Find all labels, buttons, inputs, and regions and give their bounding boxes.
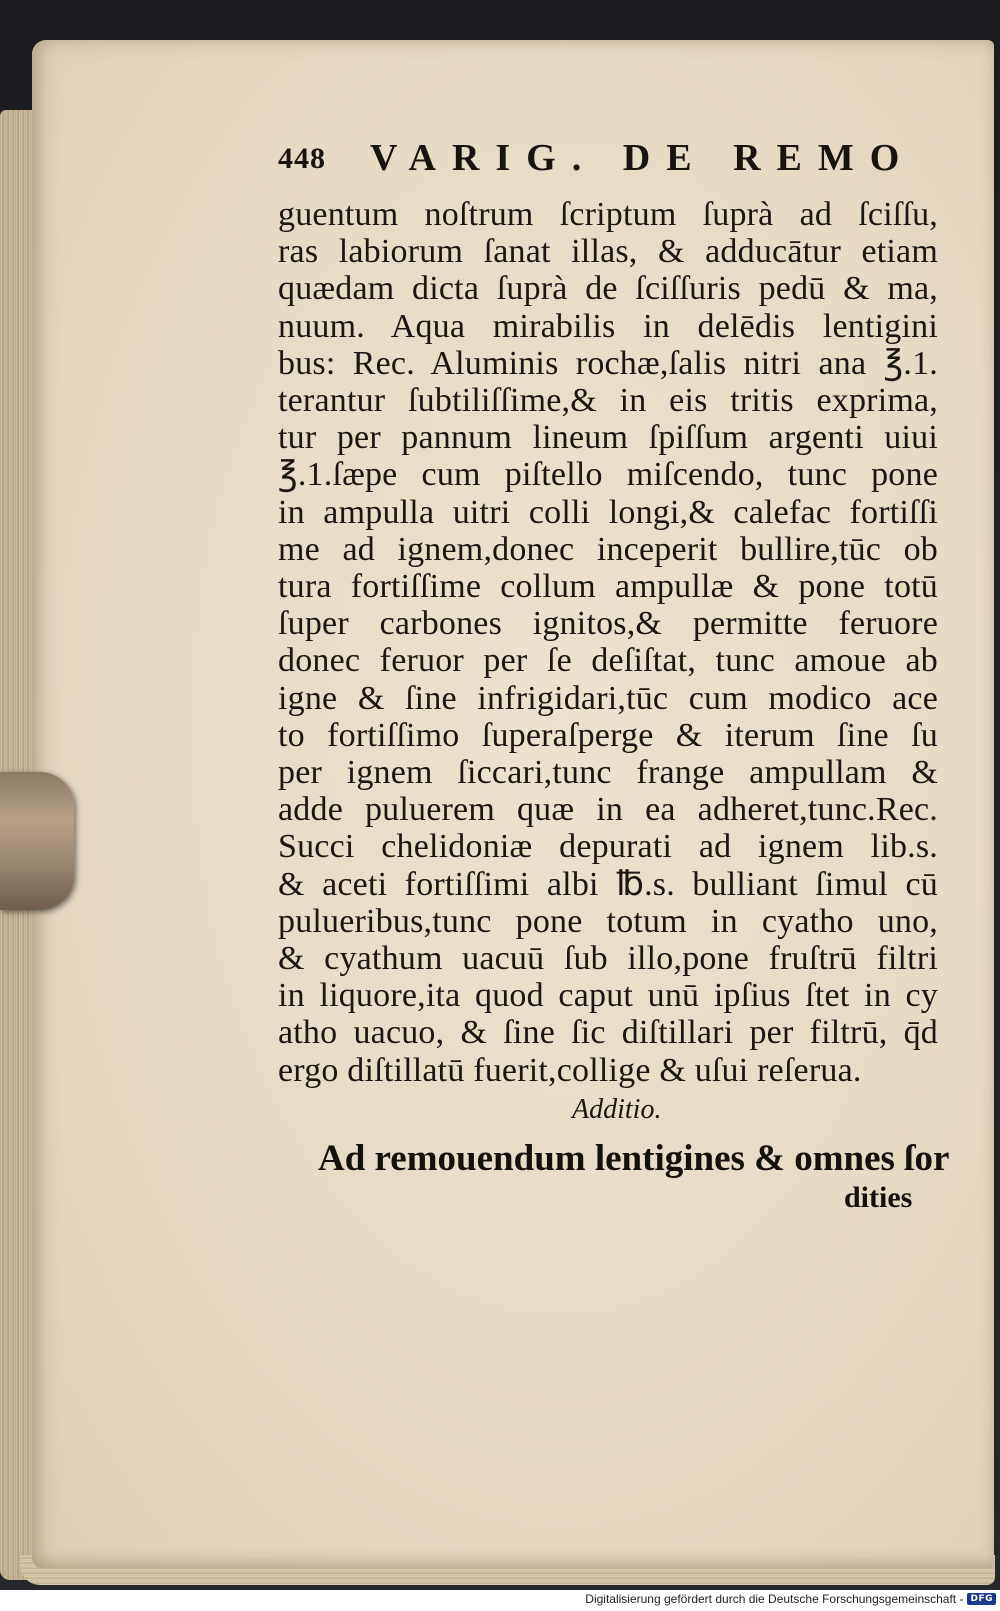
body-line: tura fortiſſime collum ampullæ & pone totū: [278, 568, 938, 605]
body-line: & aceti fortiſſimi albi ℔.s. bulliant ſimul cū: [278, 865, 938, 903]
footer-text: Digitalisierung gefördert durch die Deutsche Forschungsgemeinschaft -: [585, 1592, 964, 1606]
body-line: igne & ſine infrigidari,tūc cum modico ace: [278, 679, 938, 717]
body-line: adde puluerem quæ in ea adheret,tunc.Rec.: [278, 791, 938, 829]
rubric-heading-continuation: dities: [844, 1181, 913, 1214]
body-line: ℥.1.ſæpe cum piſtello miſcendo, tunc pone: [278, 456, 938, 494]
body-line: quædam dicta ſuprà de ſciſſuris pedū & ma,: [278, 270, 938, 308]
body-line: atho uacuo, & ſine ſic diſtillari per filtrū, q̄d: [278, 1014, 938, 1052]
body-line: bus: Rec. Aluminis rochæ,ſalis nitri ana ℥.1.: [278, 344, 938, 382]
page-number: 448: [278, 142, 326, 175]
body-line: ras labiorum ſanat illas, & adducātur etiam: [278, 233, 938, 271]
body-line: pulueribus,tunc pone totum in cyatho uno,: [278, 902, 938, 940]
running-title: VARIG. DE REMO: [370, 137, 916, 179]
body-line: to fortiſſimo ſuperaſperge & iterum ſine ſu: [278, 716, 938, 754]
body-line: me ad ignem,donec inceperit bullire,tūc ob: [278, 530, 938, 568]
rubric-heading: Ad remouendum lentigines & omnes ſor: [318, 1138, 950, 1179]
body-line: in liquore,ita quod caput unū ipſius ſtet in cy: [278, 977, 938, 1015]
body-line: in ampulla uitri colli longi,& calefac fortiſſi: [278, 493, 938, 531]
body-line: per ignem ſiccari,tunc frange ampullam &: [278, 754, 938, 791]
body-line: terantur ſubtiliſſime,& in eis tritis exprima,: [278, 382, 938, 419]
body-line: nuum. Aqua mirabilis in delēdis lentigini: [278, 307, 938, 345]
dfg-logo-icon: DFG: [967, 1593, 996, 1605]
body-line: & cyathum uacuū ſub illo,pone fruſtrū filtri: [278, 940, 938, 977]
body-line: tur per pannum lineum ſpiſſum argenti uiui: [278, 419, 938, 457]
body-line: Succi chelidoniæ depurati ad ignem lib.s.: [278, 828, 938, 866]
body-line-last: ergo diſtillatū fuerit,collige & uſui reſerua.: [278, 1051, 862, 1089]
digitization-footer: [585, 1592, 996, 1606]
additio-label: Additio.: [572, 1094, 662, 1125]
running-head: [278, 136, 916, 180]
body-line: ſuper carbones ignitos,& permitte feruore: [278, 605, 938, 643]
book-clasp: [0, 772, 74, 910]
body-line: guentum noſtrum ſcriptum ſuprà ad ſciſſu,: [278, 196, 938, 233]
body-line: donec feruor per ſe deſiſtat, tunc amoue ab: [278, 642, 938, 680]
